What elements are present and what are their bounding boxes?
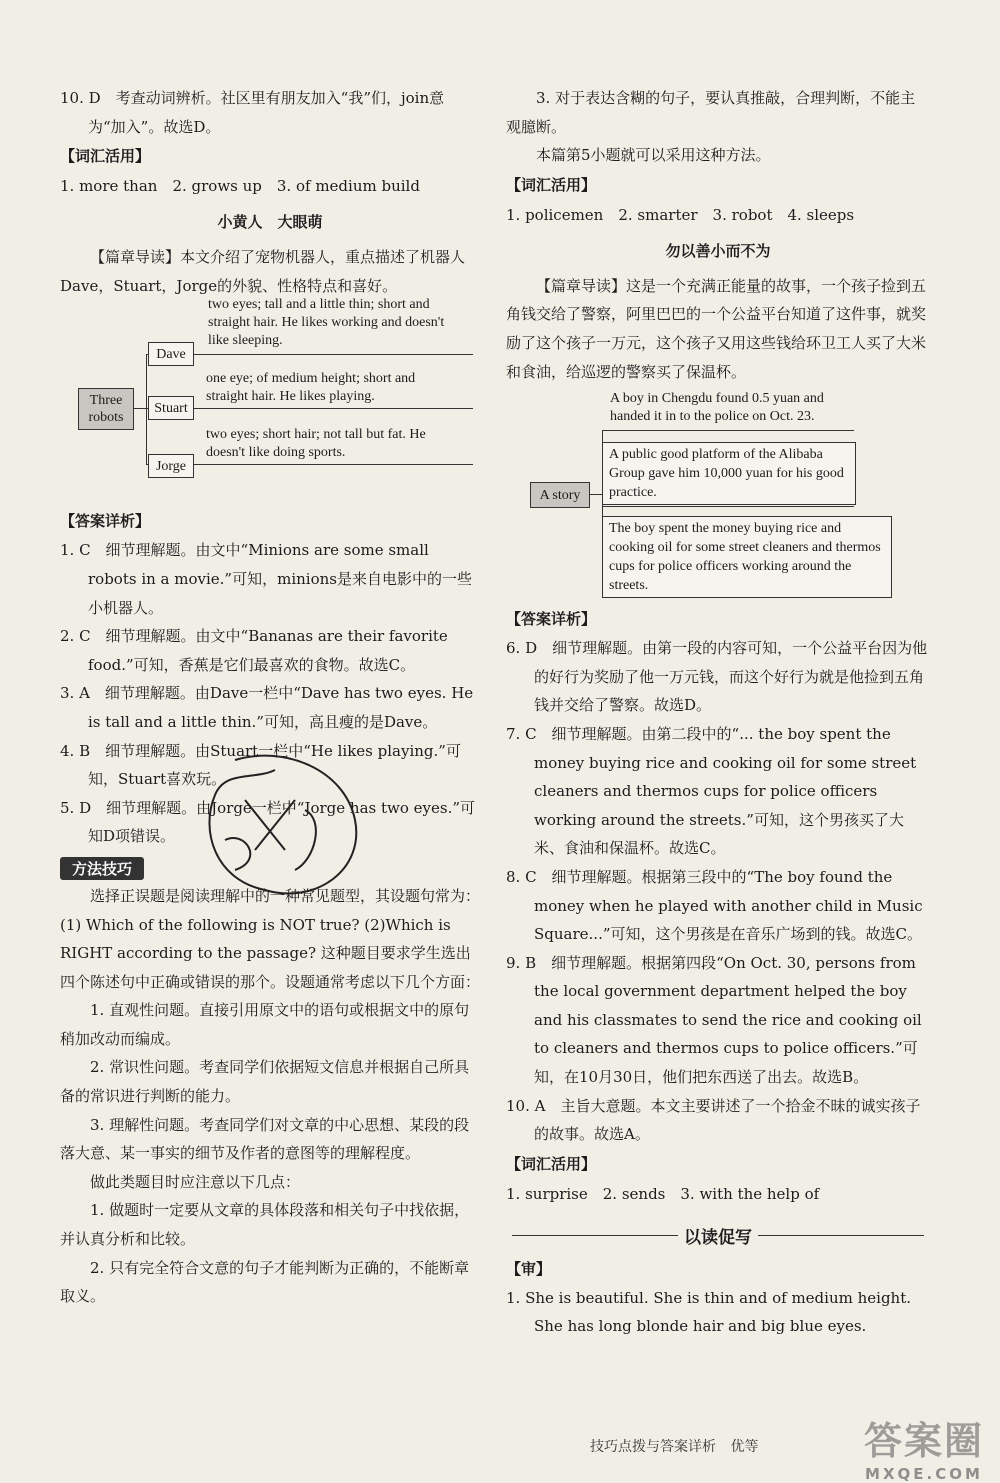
passage-title: 勿以善小而不为 bbox=[665, 241, 771, 260]
method-tips-badge: 方法技巧 bbox=[60, 857, 144, 880]
answer-item: 6. D 细节理解题。由第一段的内容可知，一个公益平台因为他的好行为奖励了他一万元钱，而这个好行为就是他捡到五角钱并交给了警察。故选D。 bbox=[506, 639, 928, 715]
connector bbox=[193, 354, 473, 355]
method-paragraph: 做此类题目时应注意以下几点： bbox=[90, 1172, 301, 1191]
vocab-answers: 1. more than 2. grows up 3. of medium build bbox=[60, 177, 420, 196]
section-title-read-write: 以读促写 bbox=[506, 1223, 930, 1248]
watermark bbox=[864, 1410, 984, 1483]
answer-item: 10. A 主旨大意题。本文主要讲述了一个拾金不昧的诚实孩子的故事。故选A。 bbox=[506, 1096, 921, 1144]
connector bbox=[193, 408, 473, 409]
story-mid-box: A public good platform of the Alibaba Group gave him 10,000 yuan for his good practice. bbox=[602, 442, 856, 505]
handwritten-scribble bbox=[195, 740, 375, 910]
diagram-jorge-box: Jorge bbox=[148, 454, 194, 478]
connector bbox=[133, 408, 147, 409]
story-bottom-box: The boy spent the money buying rice and cooking oil for some street cleaners and thermos cups for police officers working around the streets. bbox=[602, 516, 892, 598]
connector bbox=[193, 464, 473, 465]
passage-intro: 【篇章导读】本文介绍了宠物机器人，重点描述了机器人Dave，Stuart，Jorge的外貌、性格特点和喜好。 bbox=[60, 248, 466, 295]
answer-item: 7. C 细节理解题。由第二段中的“... the boy spent the money buying rice and cooking oil for some street cleaners and thermos cups for police officers working around the streets.”可知，这个男孩买了大米、食油和保温杯。故选C。 bbox=[506, 724, 917, 858]
diagram-stuart-box: Stuart bbox=[148, 396, 194, 420]
connector bbox=[589, 494, 603, 495]
diagram-dave-box: Dave bbox=[148, 342, 194, 366]
vocab-header: 【词汇活用】 bbox=[60, 147, 151, 166]
jorge-description: two eyes; short hair; not tall but fat. He doesn't like doing sports. bbox=[206, 427, 426, 461]
answer-item: 3. A 细节理解题。由Dave一栏中“Dave has two eyes. He is tall and a little thin.”可知，高且瘦的是Dave。 bbox=[60, 684, 474, 731]
answer-item: 9. B 细节理解题。根据第四段“On Oct. 30, persons from the local government department helped the boy and his classmates to send the rice and cooking oil to cleaners and thermos cups to police officers.”可知，在10月30日，他们把东西送了出去。故选B。 bbox=[506, 953, 922, 1087]
shen-item: 1. She is beautiful. She is thin and of medium height. She has long blonde hair and big blue eyes. bbox=[506, 1288, 912, 1336]
page-footer bbox=[590, 1436, 768, 1456]
answer-item: 8. C 细节理解题。根据第三段中的“The boy found the money when he played with another child in Music Square...”可知，这个男孩是在音乐广场到的钱。故选C。 bbox=[506, 867, 923, 944]
method-paragraph: 选择正误题是阅读理解中的一种常见题型，其设题句常为：(1) Which of the following is NOT true? (2)Which is RIGHT according to the passage? 这种题目要求学生选出四个陈述句中正确或错误的那个。设题通常考虑以下几个方面： bbox=[60, 886, 481, 991]
connector bbox=[602, 430, 854, 431]
robots-diagram bbox=[60, 297, 480, 502]
answer-item: 5. D 细节理解题。由Jorge一栏中“Jorge has two eyes.”可知D项错误。 bbox=[60, 798, 476, 846]
right-column bbox=[506, 84, 930, 1341]
method-paragraph: 1. 做题时一定要从文章的具体段落和相关句子中找依据，并认真分析和比较。 bbox=[60, 1201, 470, 1249]
vocab-header: 【词汇活用】 bbox=[506, 1154, 597, 1173]
answer-item: 4. B 细节理解题。由Stuart一栏中“He likes playing.”可知，Stuart喜欢玩。 bbox=[60, 741, 461, 789]
vocab-answers: 1. surprise 2. sends 3. with the help of bbox=[506, 1184, 820, 1203]
method-paragraph: 1. 直观性问题。直接引用原文中的语句或根据文中的原句稍加改动而编成。 bbox=[60, 1001, 470, 1048]
answers-header: 【答案详析】 bbox=[60, 512, 151, 531]
story-diagram bbox=[506, 388, 930, 600]
shen-header: 【审】 bbox=[506, 1259, 552, 1278]
vocab-answers: 1. policemen 2. smarter 3. robot 4. sleeps bbox=[506, 205, 855, 224]
stuart-description: one eye; of medium height; short and straight hair. He likes playing. bbox=[206, 371, 416, 405]
method-continued: 3. 对于表达含糊的句子，要认真推敲，合理判断，不能主观臆断。 bbox=[506, 89, 916, 136]
method-paragraph: 2. 只有完全符合文意的句子才能判断为正确的，不能断章取义。 bbox=[60, 1258, 470, 1306]
watermark-logo: 答案圈 bbox=[863, 1419, 984, 1463]
method-paragraph: 2. 常识性问题。考查同学们依据短文信息并根据自己所具备的常识进行判断的能力。 bbox=[60, 1058, 470, 1106]
passage-title: 小黄人 大眼萌 bbox=[217, 213, 323, 232]
left-column bbox=[60, 84, 480, 1311]
diagram-root-box: Three robots bbox=[78, 388, 134, 430]
dave-description: two eyes; tall and a little thin; short and straight hair. He likes working and doesn't like sleeping. bbox=[208, 297, 445, 349]
method-continued: 本篇第5小题就可以采用这种方法。 bbox=[536, 146, 771, 165]
answer-q10: 10. D 考查动词辨析。社区里有朋友加入“我”们，join意为“加入”。故选D。 bbox=[60, 89, 445, 136]
watermark-url: MXQE.COM bbox=[865, 1465, 983, 1483]
vocab-header: 【词汇活用】 bbox=[506, 175, 597, 194]
connector bbox=[602, 506, 854, 507]
answers-header: 【答案详析】 bbox=[506, 610, 597, 629]
answer-item: 1. C 细节理解题。由文中“Minions are some small robots in a movie.”可知，minions是来自电影中的一些小机器人。 bbox=[60, 541, 472, 617]
passage-intro: 【篇章导读】这是一个充满正能量的故事，一个孩子捡到五角钱交给了警察，阿里巴巴的一个公益平台知道了这件事，就奖励了这个孩子一万元，这个孩子又用这些钱给环卫工人买了大米和食油，给巡逻的警察买了保温杯。 bbox=[506, 276, 927, 381]
answer-item: 2. C 细节理解题。由文中“Bananas are their favorite food.”可知，香蕉是它们最喜欢的食物。故选C。 bbox=[60, 627, 448, 674]
connector bbox=[146, 354, 147, 464]
story-top: A boy in Chengdu found 0.5 yuan and handed it in to the police on Oct. 23. bbox=[610, 391, 824, 425]
method-paragraph: 3. 理解性问题。考查同学们对文章的中心思想、某段的段落大意、某一事实的细节及作者的意图等的理解程度。 bbox=[60, 1115, 470, 1163]
footer-text: 技巧点拨与答案详析 bbox=[590, 1439, 716, 1455]
diagram-root-box: A story bbox=[530, 482, 590, 508]
footer-brand: 优等 bbox=[730, 1439, 759, 1455]
